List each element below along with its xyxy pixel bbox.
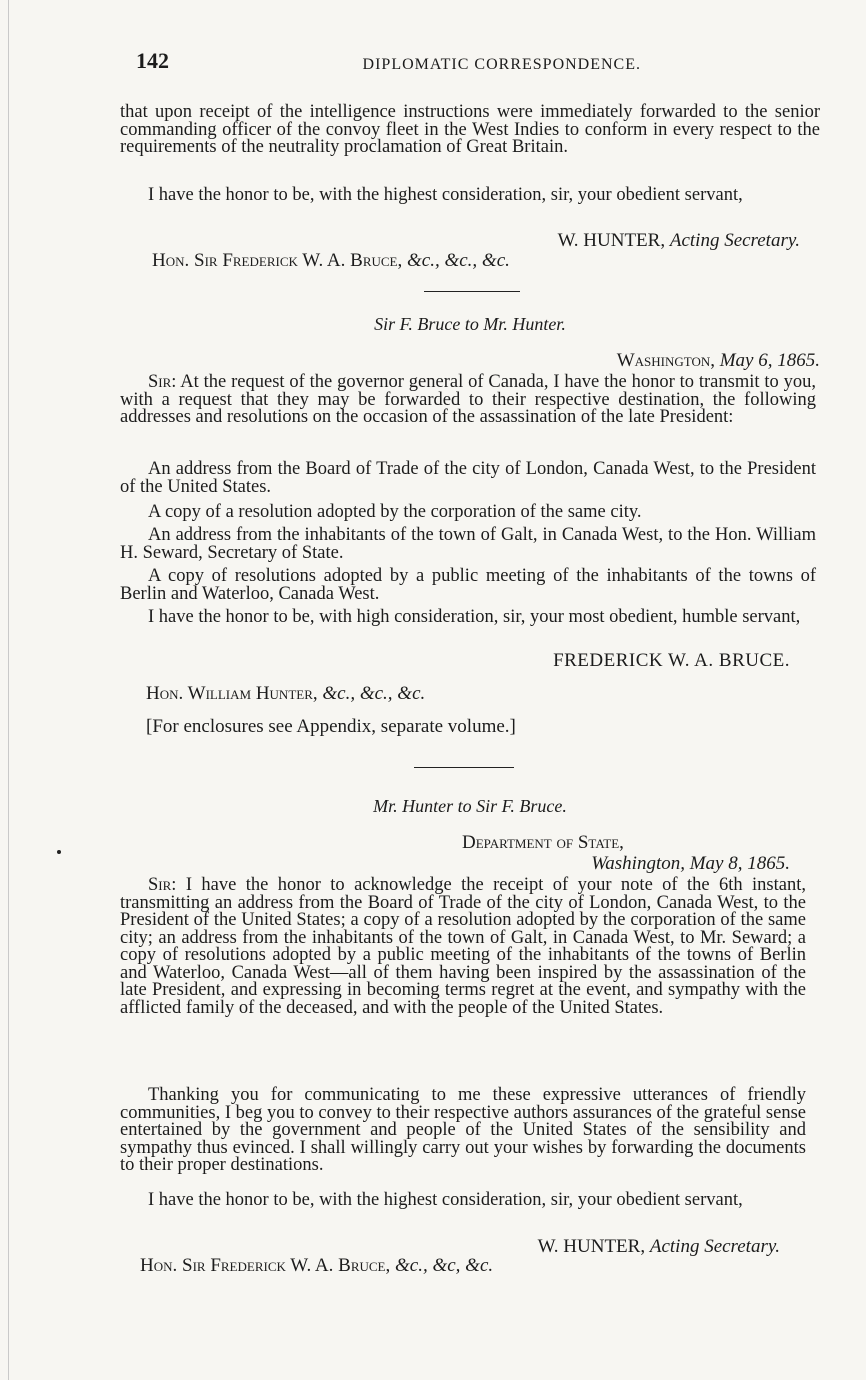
letter2-dateline	[617, 350, 820, 372]
letter3-signature-title: Acting Secretary.	[649, 1236, 780, 1257]
letter3-heading: Mr. Hunter to Sir F. Bruce.	[373, 796, 567, 816]
section-divider-2	[414, 767, 514, 768]
letter2-body	[120, 374, 816, 427]
section-divider	[424, 291, 520, 292]
letter1-signature-title: Acting Secretary.	[669, 230, 800, 251]
letter3-addressee	[140, 1255, 493, 1277]
letter1-signature	[558, 230, 800, 252]
running-head: DIPLOMATIC CORRESPONDENCE.	[362, 56, 641, 73]
letter2-paragraph-4: An address from the inhabitants of the town of Galt, in Canada West, to the Hon. William H. Seward, Secretary of State.	[120, 525, 816, 563]
letter2-heading: Sir F. Bruce to Mr. Hunter.	[374, 314, 566, 334]
letter2-paragraph-6: I have the honor to be, with high consideration, sir, your most obedient, humble servant,	[148, 607, 801, 627]
letter3-salutation: Sir:	[148, 875, 177, 895]
letter1-addressee-name: Hon. Sir Frederick W. A. Bruce,	[152, 250, 403, 271]
letter3-addressee-suffix: &c., &c, &c.	[395, 1255, 494, 1276]
letter2-date: May 6, 1865.	[719, 350, 820, 371]
letter3-department: Department of State,	[462, 832, 624, 853]
letter3-dateline	[591, 853, 790, 875]
letter3-paragraph-3: I have the honor to be, with the highest consideration, sir, your obedient servant,	[148, 1190, 743, 1210]
scan-edge-line	[8, 0, 9, 1380]
letter2-paragraph-2: An address from the Board of Trade of the city of London, Canada West, to the President of the United States.	[120, 459, 816, 497]
letter1-addressee-suffix: &c., &c., &c.	[407, 250, 510, 271]
letter2-paragraph-3: A copy of a resolution adopted by the corporation of the same city.	[148, 502, 642, 522]
letter3-place: Washington,	[591, 853, 685, 874]
enclosure-note: [For enclosures see Appendix, separate volume.]	[146, 716, 516, 737]
letter2-place: Washington,	[616, 350, 715, 371]
letter1-closing: I have the honor to be, with the highest consideration, sir, your obedient servant,	[148, 185, 743, 205]
scan-speck	[57, 850, 61, 854]
letter2-signature: FREDERICK W. A. BRUCE.	[553, 650, 790, 671]
letter1-continuation: that upon receipt of the intelligence instructions were immediately forwarded to the senior commanding officer of the convoy fleet in the West Indies to conform in every respect to the requirements of the neutrality proclamation of Great Britain.	[120, 102, 820, 157]
letter2-addressee-suffix: &c., &c., &c.	[322, 683, 426, 704]
letter2-salutation: Sir:	[148, 372, 177, 392]
page-number: 142	[136, 48, 169, 73]
letter3-date: May 8, 1865.	[689, 853, 790, 874]
letter1-signature-name: W. HUNTER,	[557, 230, 666, 251]
letter3-paragraph-1: Sir: I have the honor to acknowledge the receipt of your note of the 6th instant, transmitting an address from the Board of Trade of the city of London, Canada West, to the President of the United States; a copy of a resolution adopted by the corporation of the same city; an address from the inhabitants of the town of Galt, in Canada West, to Mr. Seward; a copy of resolutions adopted by a public meeting of the inhabitants of the towns of Berlin and Waterloo, Canada West—all of them having been inspired by the assassination of the late President, and expressing in becoming terms regret at the event, and sympathy with the afflicted family of the deceased, and with the people of the United States.	[120, 875, 806, 1018]
letter3-signature-name: W. HUNTER,	[537, 1236, 646, 1257]
letter1-addressee	[152, 250, 510, 272]
letter2-addressee	[146, 683, 425, 705]
letter2-addressee-name: Hon. William Hunter,	[146, 683, 318, 704]
letter3-addressee-name: Hon. Sir Frederick W. A. Bruce,	[140, 1255, 391, 1276]
letter2-paragraph-5: A copy of resolutions adopted by a public meeting of the inhabitants of the towns of Berlin and Waterloo, Canada West.	[120, 566, 816, 604]
letter3-body	[120, 877, 806, 1017]
letter3-signature	[538, 1236, 780, 1258]
letter3-paragraph-2: Thanking you for communicating to me these expressive utterances of friendly communities, I beg you to convey to their respective authors assurances of the grateful sense entertained by the government and people of the United States of the sensibility and sympathy thus evinced. I shall willingly carry out your wishes by forwarding the documents to their proper destinations.	[120, 1085, 806, 1175]
letter2-paragraph-1: Sir: At the request of the governor general of Canada, I have the honor to transmit to you, with a request that they may be forwarded to their respective destination, the following addresses and resolutions on the occasion of the assassination of the late President:	[120, 372, 816, 427]
page-header	[136, 48, 641, 78]
